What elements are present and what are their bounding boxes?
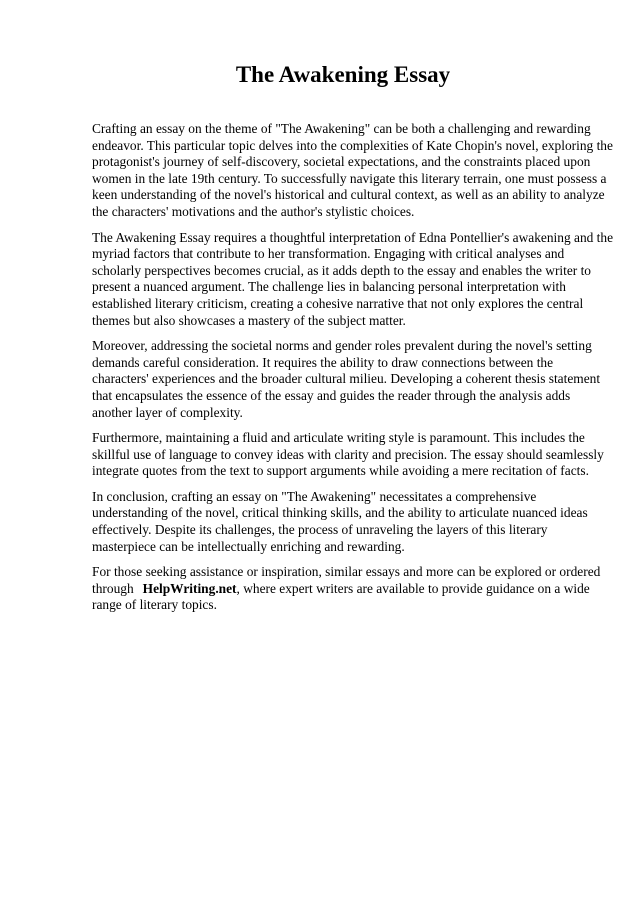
text-line: range of literary topics.	[92, 597, 217, 613]
text-line: Crafting an essay on the theme of "The Awakening" can be both a challenging and rewarding	[92, 121, 591, 136]
paragraph-1	[92, 121, 612, 221]
through-text: through	[92, 580, 134, 596]
link-suffix-text: , where expert writers are available to provide guidance on a wide	[236, 580, 590, 596]
text-line: protagonist's journey of self-discovery, societal expectations, and the constraints placed upon	[92, 154, 591, 170]
paragraph-5	[92, 489, 612, 555]
text-line: Moreover, addressing the societal norms and gender roles prevalent during the novel's setting	[92, 338, 592, 354]
text-line: endeavor. This particular topic delves into the complexities of Kate Chopin's novel, exploring the	[92, 137, 613, 153]
text-line: For those seeking assistance or inspiration, similar essays and more can be explored or ordered	[92, 564, 601, 580]
text-line: established literary criticism, creating a cohesive narrative that not only explores the central	[92, 295, 584, 311]
text-line: themes but also showcases a mastery of the subject matter.	[92, 312, 406, 328]
text-line: integrate quotes from the text to support arguments while avoiding a mere recitation of facts.	[92, 463, 589, 479]
paragraph-2	[92, 230, 612, 330]
text-line: myriad factors that contribute to her transformation. Engaging with critical analyses and	[92, 246, 565, 262]
text-line: another layer of complexity.	[92, 404, 243, 420]
essay-body	[92, 121, 612, 623]
paragraph-3	[92, 338, 612, 421]
text-line-with-link	[92, 581, 612, 598]
text-line: women in the late 19th century. To successfully navigate this literary terrain, one must possess a	[92, 170, 607, 186]
paragraph-4	[92, 430, 612, 480]
text-line: the characters' motivations and the author's stylistic choices.	[92, 203, 415, 219]
text-line: characters' experiences and the broader cultural milieu. Developing a coherent thesis statement	[92, 371, 601, 387]
text-line: Furthermore, maintaining a fluid and articulate writing style is paramount. This includes the	[92, 430, 585, 446]
paragraph-6	[92, 564, 612, 614]
text-line: understanding of the novel, critical thinking skills, and the ability to articulate nuanced ideas	[92, 505, 588, 521]
page-title: The Awakening Essay	[235, 62, 451, 87]
text-line: The Awakening Essay requires a thoughtful interpretation of Edna Pontellier's awakening and the	[92, 229, 614, 245]
text-line: present a nuanced argument. The challenge lies in balancing personal interpretation with	[92, 279, 566, 295]
text-line: keen understanding of the novel's historical and cultural context, as well as an ability to analyze	[92, 187, 605, 203]
text-line: effectively. Despite its challenges, the process of unraveling the layers of this literary	[92, 522, 548, 538]
text-line: masterpiece can be intellectually enriching and rewarding.	[92, 538, 405, 554]
helpwriting-link[interactable]: HelpWriting.net	[142, 580, 237, 596]
text-line: that encapsulates the essence of the essay and guides the reader through the analysis adds	[92, 387, 571, 403]
text-line: scholarly perspectives becomes crucial, as it adds depth to the essay and enables the writer to	[92, 262, 592, 278]
text-line: demands careful consideration. It requires the ability to draw connections between the	[92, 354, 554, 370]
text-line: skillful use of language to convey ideas with clarity and precision. The essay should seamlessly	[92, 446, 604, 462]
text-line: In conclusion, crafting an essay on "The Awakening" necessitates a comprehensive	[92, 488, 537, 504]
